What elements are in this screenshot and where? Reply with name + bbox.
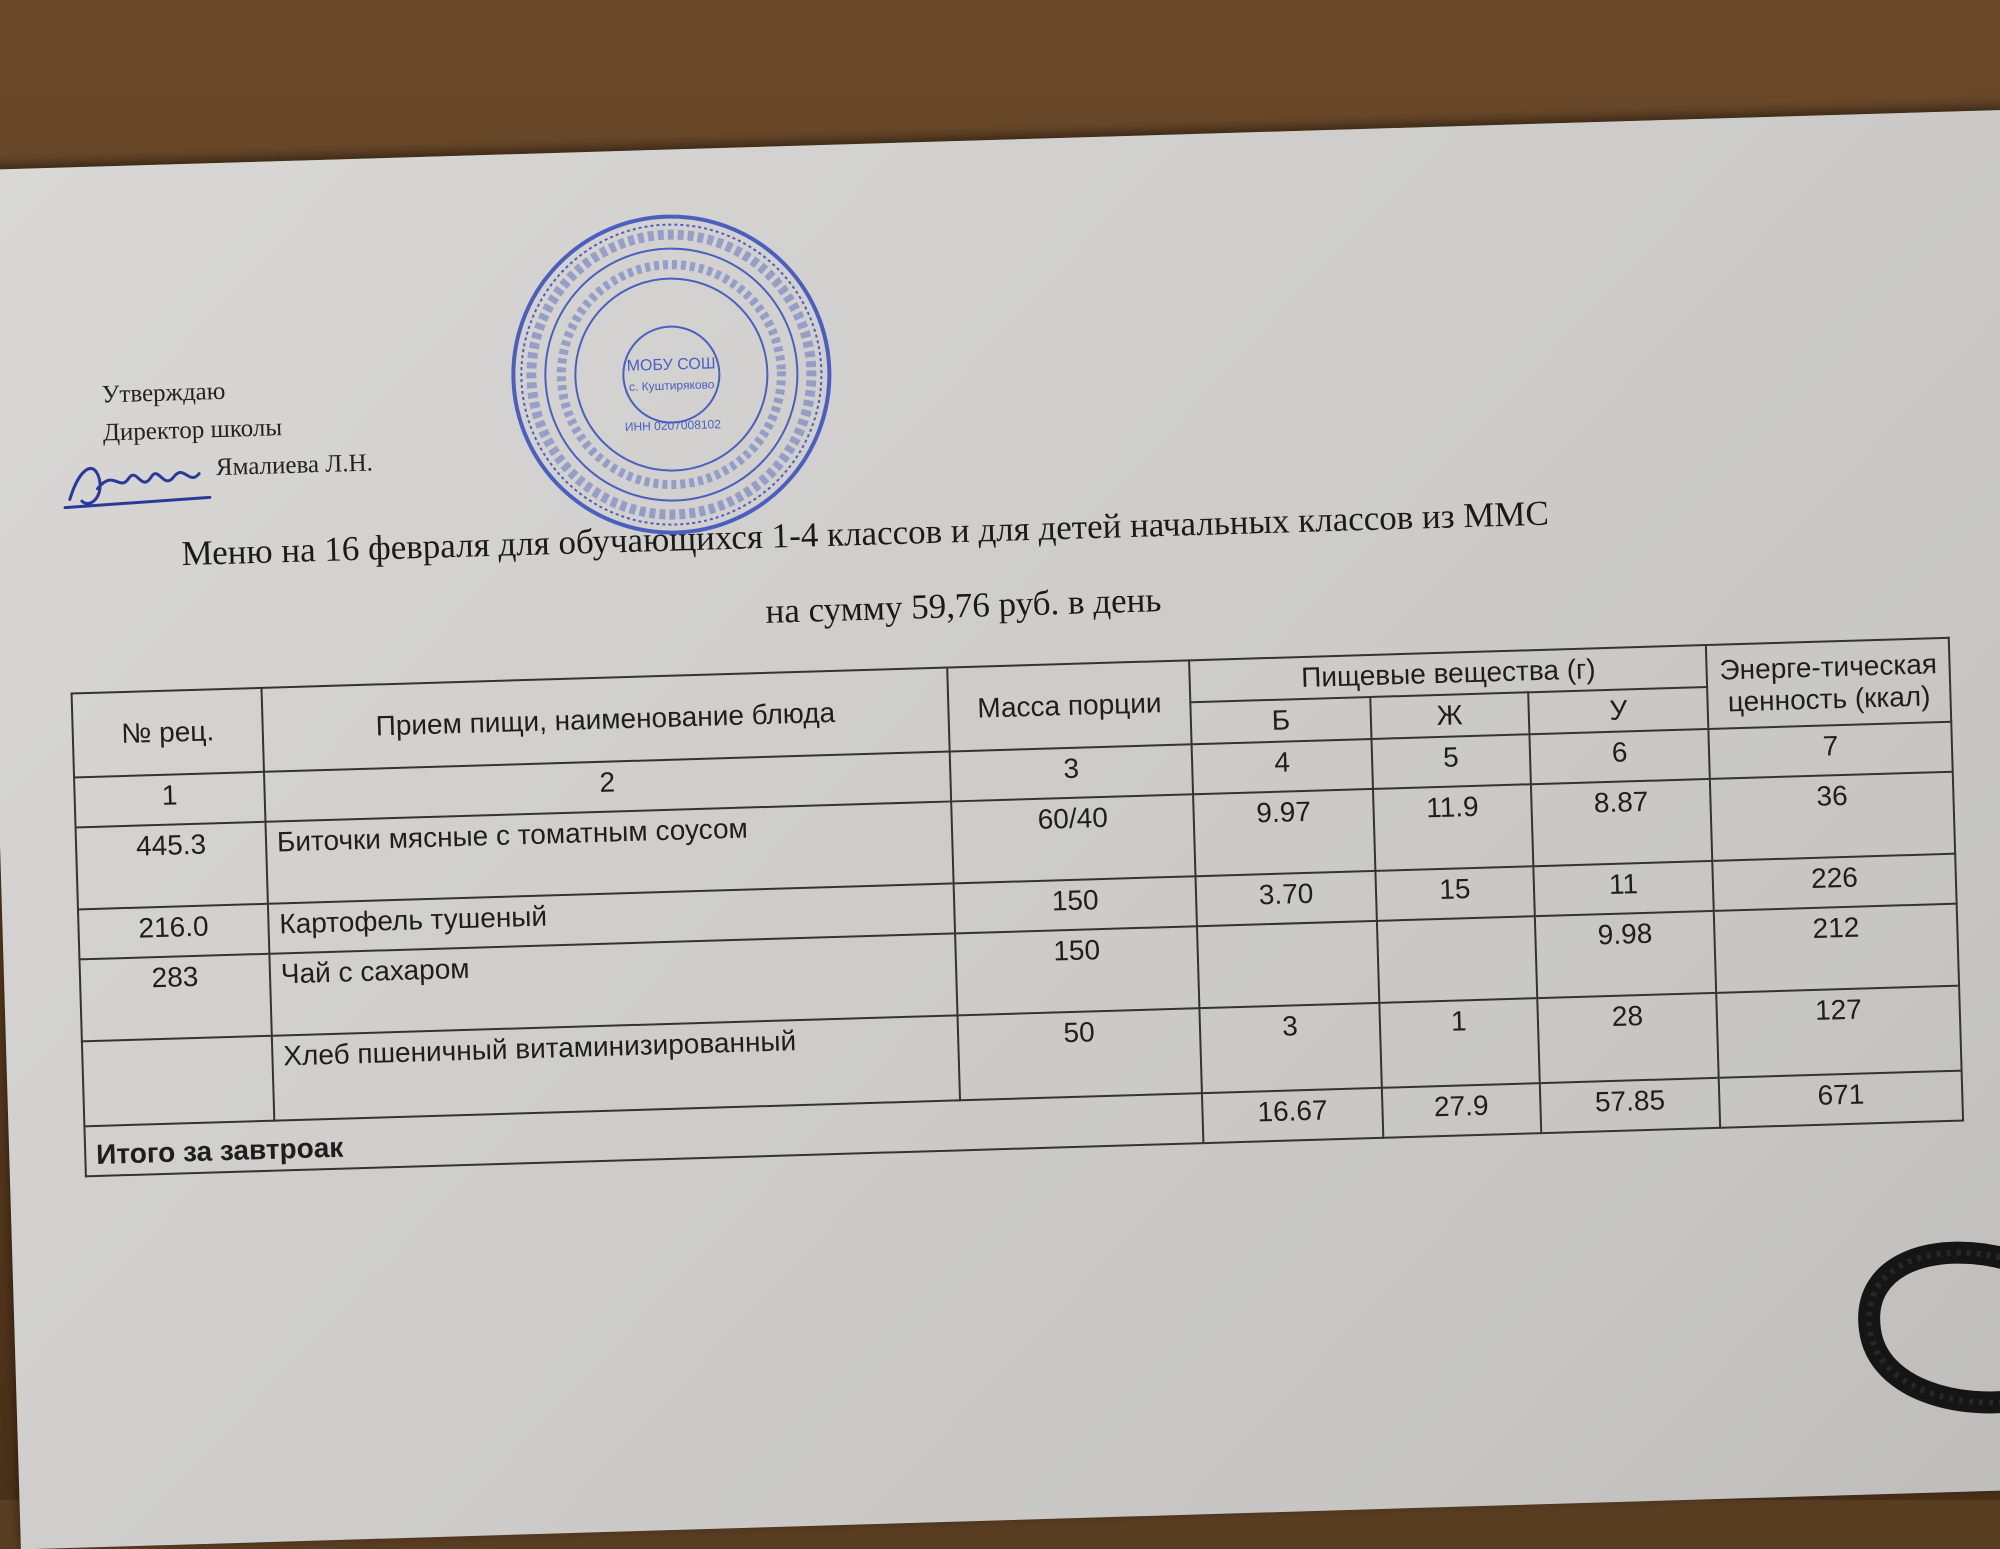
recipe-number	[82, 1036, 274, 1127]
dish-name: Чай с сахаром	[269, 933, 957, 1035]
column-number: 6	[1529, 729, 1710, 784]
fat-value: 15	[1375, 866, 1535, 921]
stamp-center-text: МОБУ СОШ	[626, 355, 716, 375]
menu-document	[0, 108, 2000, 1549]
total-protein: 16.67	[1202, 1088, 1383, 1143]
protein-value	[1197, 921, 1379, 1008]
header-energy: Энерге-тическая ценность (ккал)	[1706, 638, 1951, 729]
fat-value: 11.9	[1373, 784, 1534, 871]
menu-table	[71, 637, 1965, 1178]
carbs-value: 28	[1537, 993, 1719, 1083]
header-fat: Ж	[1370, 692, 1529, 739]
column-number: 7	[1709, 722, 1953, 779]
column-number: 4	[1192, 739, 1373, 794]
recipe-number: 283	[79, 954, 271, 1042]
total-fat: 27.9	[1382, 1083, 1542, 1138]
header-rec-no: № рец.	[72, 688, 264, 778]
column-number: 5	[1371, 734, 1531, 789]
header-carbs: У	[1528, 687, 1709, 734]
total-energy: 671	[1719, 1071, 1963, 1128]
total-carbs: 57.85	[1540, 1078, 1721, 1133]
header-nutrients: Пищевые вещества (г)	[1189, 645, 1707, 702]
portion-mass: 150	[955, 926, 1200, 1015]
carbs-value: 9.98	[1535, 911, 1717, 998]
dish-name: Биточки мясные с томатным соусом	[265, 801, 953, 903]
column-number: 1	[74, 772, 265, 828]
portion-mass: 60/40	[951, 794, 1196, 883]
stamp-inn-text: ИНН 0207008102	[624, 417, 722, 434]
stamp-village-text: с. Куштиряково	[628, 377, 715, 394]
director-position: Директор школы	[102, 414, 283, 447]
school-stamp	[502, 205, 842, 545]
black-cord	[1760, 1200, 2000, 1530]
header-protein: Б	[1191, 697, 1372, 744]
fat-value	[1377, 916, 1538, 1003]
total-label: Итого за завтроак	[84, 1093, 1203, 1176]
recipe-number: 445.3	[76, 822, 268, 910]
recipe-number: 216.0	[78, 904, 269, 960]
energy-value: 226	[1713, 854, 1957, 911]
column-number: 2	[264, 751, 951, 821]
dish-name: Хлеб пшеничный витаминизированный	[272, 1015, 960, 1120]
menu-subtitle: на сумму 59,76 руб. в день	[764, 580, 1162, 631]
portion-mass: 150	[953, 876, 1197, 933]
director-signature	[58, 445, 220, 520]
energy-value: 212	[1714, 904, 1959, 993]
column-number: 3	[949, 744, 1193, 801]
carbs-value: 11	[1533, 861, 1714, 916]
menu-title: Меню на 16 февраля для обучающихся 1-4 классов и для детей начальных классов из ММС	[180, 493, 1550, 574]
carbs-value: 8.87	[1531, 779, 1713, 866]
fat-value: 1	[1379, 998, 1540, 1088]
portion-mass: 50	[957, 1008, 1202, 1100]
energy-value: 36	[1710, 772, 1955, 861]
director-name: Ямалиева Л.Н.	[215, 449, 374, 482]
header-mass: Масса порции	[947, 660, 1192, 751]
protein-value: 9.97	[1193, 789, 1375, 876]
header-meal: Прием пищи, наименование блюда	[261, 668, 949, 772]
protein-value: 3	[1200, 1003, 1382, 1093]
dish-name: Картофель тушеный	[268, 883, 955, 953]
energy-value: 127	[1716, 986, 1961, 1078]
protein-value: 3.70	[1196, 871, 1377, 926]
approve-label: Утверждаю	[101, 377, 226, 409]
